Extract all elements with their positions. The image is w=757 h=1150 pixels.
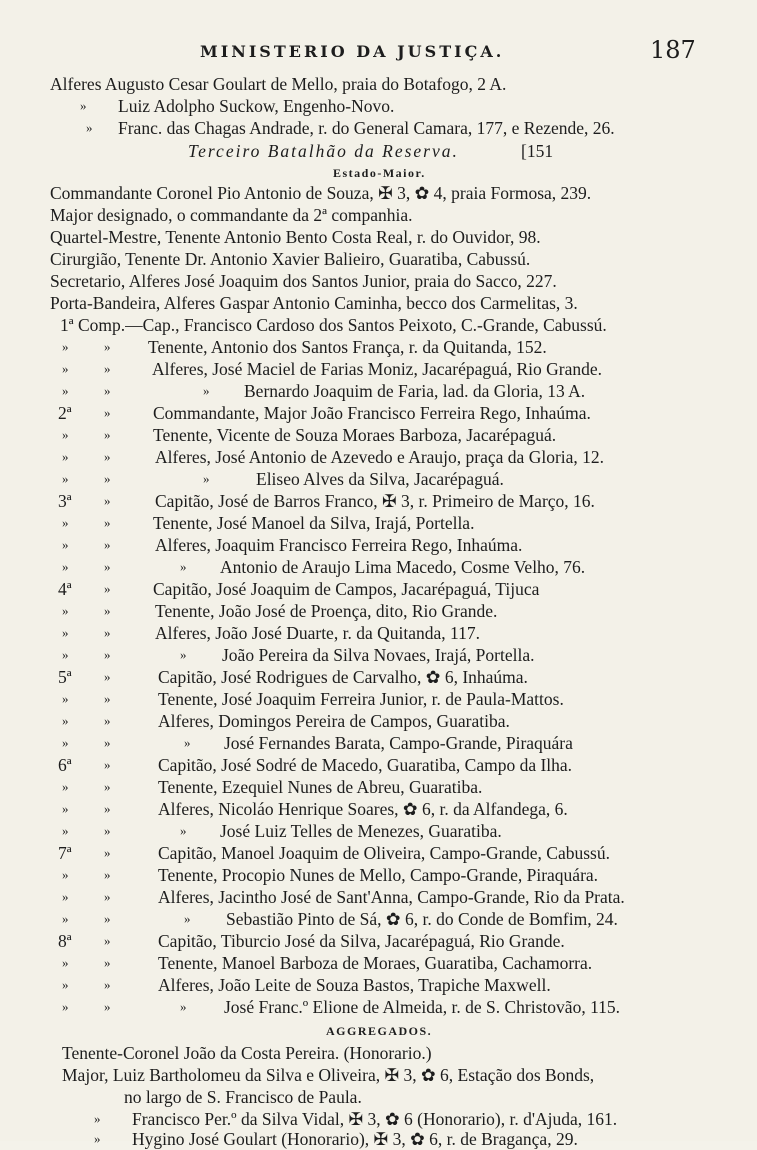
text-line: » » Tenente, José Joaquim Ferreira Junior, r. de Paula-Mattos. bbox=[62, 689, 564, 709]
text-line: » » Alferes, José Maciel de Farias Moniz, Jacarépaguá, Rio Grande. bbox=[62, 359, 602, 379]
text-line: » » » José Luiz Telles de Menezes, Guaratiba. bbox=[62, 821, 502, 841]
text-line: Tenente-Coronel João da Costa Pereira. (Honorario.) bbox=[62, 1043, 432, 1063]
text-line: 6ª » Capitão, José Sodré de Macedo, Guaratiba, Campo da Ilha. bbox=[58, 755, 573, 775]
text-line: » » Tenente, Manoel Barboza de Moraes, Guaratiba, Cachamorra. bbox=[62, 953, 593, 973]
text-line: » Franc. das Chagas Andrade, r. do General Camara, 177, e Rezende, 26. bbox=[86, 118, 615, 138]
text-line: » » Alferes, Domingos Pereira de Campos, Guaratiba. bbox=[62, 711, 510, 731]
text-line: » » Tenente, Procopio Nunes de Mello, Campo-Grande, Piraquára. bbox=[62, 865, 599, 885]
subsection-title: AGGREGADOS. bbox=[326, 1024, 433, 1038]
text-line: » » Alferes, José Antonio de Azevedo e Araujo, praça da Gloria, 12. bbox=[62, 447, 605, 467]
text-line: » » » Antonio de Araujo Lima Macedo, Cosme Velho, 76. bbox=[62, 557, 586, 577]
text-line: 5ª » Capitão, José Rodrigues de Carvalho, ✿ 6, Inhaúma. bbox=[58, 667, 528, 687]
text-line: » » » João Pereira da Silva Novaes, Irajá, Portella. bbox=[62, 645, 535, 665]
text-line: Quartel-Mestre, Tenente Antonio Bento Costa Real, r. do Ouvidor, 98. bbox=[50, 227, 541, 247]
text-line: » » » Bernardo Joaquim de Faria, lad. da Gloria, 13 A. bbox=[62, 381, 586, 401]
section-title: Terceiro Batalhão da Reserva. bbox=[188, 141, 459, 161]
text-line: Porta-Bandeira, Alferes Gaspar Antonio Caminha, becco dos Carmelitas, 3. bbox=[50, 293, 578, 313]
text-line: 3ª » Capitão, José de Barros Franco, ✠ 3, r. Primeiro de Março, 16. bbox=[58, 491, 595, 511]
text-line: » » » Sebastião Pinto de Sá, ✿ 6, r. do Conde de Bomfim, 24. bbox=[62, 909, 618, 929]
subsection-title-line bbox=[0, 1020, 757, 1042]
text-line: 8ª » Capitão, Tiburcio José da Silva, Jacarépaguá, Rio Grande. bbox=[58, 931, 565, 951]
text-line: » » » José Franc.º Elione de Almeida, r. de S. Christovão, 115. bbox=[62, 997, 621, 1017]
text-line: Cirurgião, Tenente Dr. Antonio Xavier Balieiro, Guaratiba, Cabussú. bbox=[50, 249, 531, 269]
text-line: » » Alferes, João José Duarte, r. da Quitanda, 117. bbox=[62, 623, 480, 643]
text-line: » » » Eliseo Alves da Silva, Jacarépaguá. bbox=[62, 469, 504, 489]
text-line: » Francisco Per.º da Silva Vidal, ✠ 3, ✿ 6 (Honorario), r. d'Ajuda, 161. bbox=[94, 1109, 618, 1129]
text-line: Secretario, Alferes José Joaquim dos Santos Junior, praia do Sacco, 227. bbox=[50, 271, 557, 291]
text-line: » » Alferes, Nicoláo Henrique Soares, ✿ 6, r. da Alfandega, 6. bbox=[62, 799, 568, 819]
text-line: 7ª » Capitão, Manoel Joaquim de Oliveira, Campo-Grande, Cabussú. bbox=[58, 843, 610, 863]
text-line: 2ª » Commandante, Major João Francisco Ferreira Rego, Inhaúma. bbox=[58, 403, 591, 423]
text-line: no largo de S. Francisco de Paula. bbox=[124, 1087, 362, 1107]
text-line: Alferes Augusto Cesar Goulart de Mello, praia do Botafogo, 2 A. bbox=[50, 74, 507, 94]
text-line: » » Alferes, Jacintho José de Sant'Anna, Campo-Grande, Rio da Prata. bbox=[62, 887, 625, 907]
text-line: Major designado, o commandante da 2ª companhia. bbox=[50, 205, 413, 225]
text-line: » » Tenente, José Manoel da Silva, Irajá, Portella. bbox=[62, 513, 475, 533]
text-line: » » Tenente, Ezequiel Nunes de Abreu, Guaratiba. bbox=[62, 777, 483, 797]
text-line: » Luiz Adolpho Suckow, Engenho-Novo. bbox=[80, 96, 395, 116]
text-line: » » Alferes, Joaquim Francisco Ferreira Rego, Inhaúma. bbox=[62, 535, 523, 555]
text-line: » » Tenente, Vicente de Souza Moraes Barboza, Jacarépaguá. bbox=[62, 425, 557, 445]
text-line: Major, Luiz Bartholomeu da Silva e Oliveira, ✠ 3, ✿ 6, Estação dos Bonds, bbox=[62, 1065, 595, 1085]
subsection-title: Estado-Maior. bbox=[333, 166, 426, 180]
text-line: » » Tenente, João José de Proença, dito, Rio Grande. bbox=[62, 601, 498, 621]
text-line: » Hygino José Goulart (Honorario), ✠ 3, ✿ 6, r. de Bragança, 29. bbox=[94, 1129, 578, 1149]
subsection-title-line bbox=[0, 162, 757, 184]
page-header bbox=[0, 36, 757, 66]
text-line: » » Tenente, Antonio dos Santos França, r. da Quitanda, 152. bbox=[62, 337, 547, 357]
running-head: MINISTERIO DA JUSTIÇA. bbox=[200, 42, 505, 61]
text-line: Commandante Coronel Pio Antonio de Souza, ✠ 3, ✿ 4, praia Formosa, 239. bbox=[50, 183, 592, 203]
text-line: 4ª » Capitão, José Joaquim de Campos, Jacarépaguá, Tijuca bbox=[58, 579, 540, 599]
text-line: » » Alferes, João Leite de Souza Bastos, Trapiche Maxwell. bbox=[62, 975, 551, 995]
page-number: 187 bbox=[650, 36, 696, 64]
text-line: » » » José Fernandes Barata, Campo-Grande, Piraquára bbox=[62, 733, 573, 753]
text-line: 1ª Comp.—Cap., Francisco Cardoso dos Santos Peixoto, C.-Grande, Cabussú. bbox=[60, 315, 607, 335]
section-title-line: Terceiro Batalhão da Reserva. [151 bbox=[188, 141, 554, 161]
